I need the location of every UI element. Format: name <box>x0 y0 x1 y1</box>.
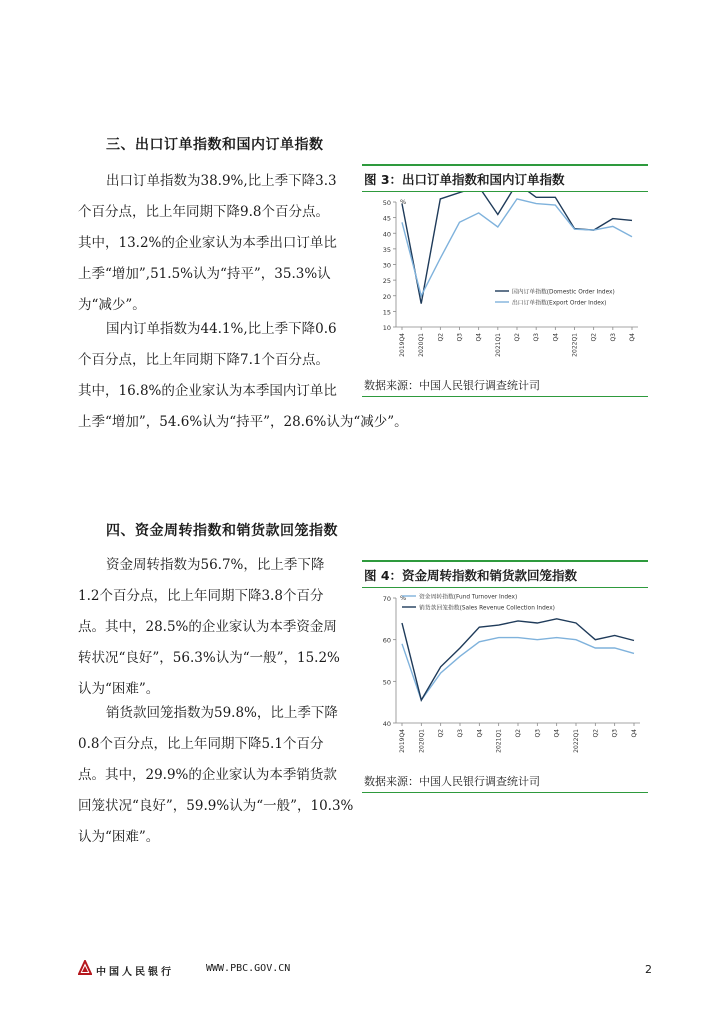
x-tick-label: 2019Q4 <box>399 729 406 753</box>
y-tick-label: 30 <box>382 261 391 270</box>
legend-label: 资金周转指数(Fund Turnover Index) <box>419 594 518 601</box>
figure-title: 图 3：出口订单指数和国内订单指数 <box>364 172 565 187</box>
y-tick-label: 50 <box>382 199 391 207</box>
figure-3 <box>362 164 648 397</box>
text-line: 为“减少”。 <box>78 297 146 313</box>
y-tick-label: 50 <box>382 678 391 687</box>
figure-source: 数据来源：中国人民银行调查统计司 <box>364 775 540 788</box>
figure-4 <box>362 560 648 793</box>
x-tick-label: Q3 <box>533 333 541 342</box>
legend-label: 国内订单指数(Domestic Order Index) <box>512 289 615 296</box>
y-unit-label: % <box>400 594 407 602</box>
x-tick-label: Q2 <box>514 333 521 342</box>
footer-website-link[interactable]: WWW.PBC.GOV.CN <box>206 963 291 974</box>
x-tick-label: Q4 <box>629 333 636 342</box>
x-tick-label: Q3 <box>457 729 464 738</box>
x-tick-label: 2019Q4 <box>399 333 406 357</box>
x-tick-label: Q3 <box>611 729 619 738</box>
text-line: 其中，16.8%的企业家认为本季国内订单比 <box>78 383 337 399</box>
legend-label: 出口订单指数(Export Order Index) <box>512 300 607 307</box>
y-tick-label: 60 <box>382 636 391 645</box>
series-line-0 <box>402 638 634 701</box>
text-line: 0.8个百分点，比上年同期下降5.1个百分 <box>78 736 324 752</box>
page-footer <box>78 960 652 980</box>
text-line: 其中，13.2%的企业家认为本季出口订单比 <box>78 235 337 251</box>
text-line: 国内订单指数为44.1%,比上季下降0.6 <box>106 321 337 337</box>
chart-export-domestic-order <box>362 192 648 370</box>
y-tick-label: 20 <box>382 292 391 301</box>
text-line: 认为“困难”。 <box>78 681 160 697</box>
x-tick-label: Q3 <box>609 333 617 342</box>
text-line: 销货款回笼指数为59.8%，比上季下降 <box>106 705 338 721</box>
footer-bank-name: 中国人民银行 <box>96 967 174 978</box>
y-tick-label: 45 <box>382 214 391 223</box>
x-tick-label: Q4 <box>631 729 638 738</box>
paragraph-sales-collection <box>78 698 354 853</box>
x-tick-label: Q4 <box>553 729 561 738</box>
pbc-logo-icon <box>78 960 92 976</box>
series-line-0 <box>402 192 632 304</box>
text-line: 点。其中，29.9%的企业家认为本季销货款 <box>78 767 337 783</box>
figure-source: 数据来源：中国人民银行调查统计司 <box>364 379 540 392</box>
text-line: 出口订单指数为38.9%,比上季下降3.3 <box>106 173 337 189</box>
x-tick-label: Q4 <box>552 333 560 342</box>
x-tick-label: Q3 <box>534 729 542 738</box>
text-line: 个百分点，比上年同期下降9.8个百分点。 <box>78 204 329 220</box>
y-tick-label: 25 <box>382 277 391 286</box>
text-line: 资金周转指数为56.7%，比上季下降 <box>106 557 325 573</box>
chart-fund-turnover-sales-collection <box>362 588 648 766</box>
y-tick-label: 40 <box>382 230 391 239</box>
x-tick-label: 2022Q1 <box>573 729 580 753</box>
x-tick-label: Q2 <box>590 333 598 342</box>
text-line: 个百分点，比上年同期下降7.1个百分点。 <box>78 352 329 368</box>
series-line-1 <box>402 199 632 296</box>
x-tick-label: Q3 <box>456 333 464 342</box>
x-tick-label: Q2 <box>437 729 445 738</box>
x-tick-label: Q2 <box>437 333 445 342</box>
figure-bottom-rule <box>362 792 648 793</box>
text-line: 回笼状况“良好”，59.9%认为“一般”，10.3% <box>78 798 354 814</box>
y-tick-label: 15 <box>382 308 391 317</box>
figure-title: 图 4：资金周转指数和销货款回笼指数 <box>364 568 578 583</box>
paragraph-fund-turnover <box>78 550 350 705</box>
y-tick-label: 70 <box>382 595 391 603</box>
x-tick-label: Q2 <box>515 729 522 738</box>
y-tick-label: 35 <box>382 245 391 254</box>
y-unit-label: % <box>400 198 407 206</box>
text-line: 上季“增加”,51.5%认为“持平”，35.3%认 <box>78 266 331 282</box>
page-number: 2 <box>645 963 652 976</box>
x-tick-label: 2020Q1 <box>418 729 426 753</box>
x-tick-label: 2021Q1 <box>494 333 502 357</box>
x-tick-label: 2020Q1 <box>418 333 426 357</box>
section-heading-4: 四、资金周转指数和销货款回笼指数 <box>106 523 338 539</box>
x-tick-label: Q4 <box>475 333 483 342</box>
x-tick-label: Q4 <box>476 729 484 738</box>
legend-label: 销货款回笼指数(Sales Revenue Collection Index) <box>419 605 555 612</box>
y-tick-label: 10 <box>382 324 391 332</box>
x-tick-label: Q2 <box>592 729 600 738</box>
x-tick-label: 2021Q1 <box>495 729 503 753</box>
paragraph-export-order <box>78 166 354 321</box>
y-tick-label: 40 <box>382 720 391 728</box>
text-line: 上季“增加”，54.6%认为“持平”，28.6%认为“减少”。 <box>78 414 408 430</box>
text-line: 1.2个百分点，比上年同期下降3.8个百分 <box>78 588 324 604</box>
text-line: 认为“困难”。 <box>78 829 160 845</box>
x-tick-label: 2022Q1 <box>571 333 579 357</box>
text-line: 点。其中，28.5%的企业家认为本季资金周 <box>78 619 337 635</box>
text-line: 转状况“良好”，56.3%认为“一般”，15.2% <box>78 650 340 666</box>
series-line-1 <box>402 619 634 700</box>
figure-bottom-rule <box>362 396 648 397</box>
section-heading-3: 三、出口订单指数和国内订单指数 <box>106 137 324 153</box>
